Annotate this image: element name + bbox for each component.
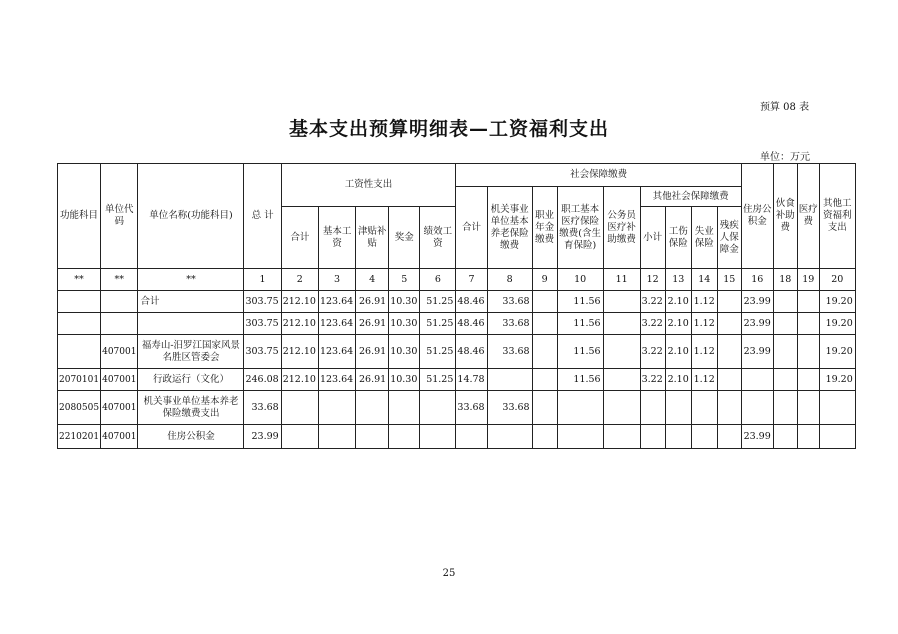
cell-value: 123.64 [318,291,355,313]
cell-value: 51.25 [420,335,456,369]
cell-value [773,335,797,369]
cell-value [389,425,420,449]
column-number-cell: 10 [557,269,603,291]
cell-value [603,313,640,335]
page-title: 基本支出预算明细表—工资福利支出 [288,118,609,140]
cell-value [603,335,640,369]
column-number-cell: ** [58,269,101,291]
cell-unit-code: 407001 [101,391,138,425]
header-unit-name: 单位名称(功能科目) [138,164,244,269]
cell-value [456,425,487,449]
cell-value: 3.22 [640,369,665,391]
column-number-cell: 19 [797,269,819,291]
header-medical: 职工基本医疗保险缴费(含生育保险) [557,187,603,269]
column-number-cell: 5 [389,269,420,291]
cell-value [741,391,773,425]
cell-value [797,313,819,335]
cell-value: 33.68 [244,391,281,425]
header-social-group: 社会保障缴费 [456,164,741,187]
cell-value: 14.78 [456,369,487,391]
cell-value: 19.20 [819,335,855,369]
cell-value [797,425,819,449]
column-number-cell: 13 [665,269,691,291]
cell-value: 11.56 [557,313,603,335]
cell-value: 48.46 [456,291,487,313]
cell-value [773,313,797,335]
header-other-social-group: 其他社会保障缴费 [640,187,741,207]
cell-value [665,391,691,425]
cell-value: 3.22 [640,291,665,313]
cell-value: 303.75 [244,313,281,335]
cell-func-subject: 2080505 [58,391,101,425]
cell-value [665,425,691,449]
cell-value [797,391,819,425]
cell-value: 3.22 [640,335,665,369]
cell-unit-name: 福寿山-汨罗江国家风景名胜区管委会 [138,335,244,369]
cell-value [603,391,640,425]
page-number: 25 [442,568,456,579]
cell-unit-code: 407001 [101,335,138,369]
column-number-cell: ** [101,269,138,291]
cell-value: 123.64 [318,335,355,369]
cell-value [640,425,665,449]
cell-value [532,291,557,313]
cell-value [717,369,741,391]
cell-value [773,391,797,425]
cell-unit-code [101,313,138,335]
cell-value: 23.99 [741,291,773,313]
cell-value [318,425,355,449]
cell-value: 51.25 [420,313,456,335]
cell-value [819,391,855,425]
cell-func-subject: 2070101 [58,369,101,391]
cell-value: 33.68 [487,335,532,369]
column-number-cell: 18 [773,269,797,291]
column-number-cell: 20 [819,269,855,291]
table-row [58,391,856,425]
cell-unit-code [101,291,138,313]
cell-value: 212.10 [281,369,318,391]
cell-value: 26.91 [356,313,389,335]
cell-value: 10.30 [389,291,420,313]
cell-unit-code: 407001 [101,425,138,449]
cell-value [318,391,355,425]
column-number-cell: 8 [487,269,532,291]
cell-unit-name: 行政运行（文化） [138,369,244,391]
header-social-subtotal: 合计 [456,187,487,269]
header-wage-group: 工资性支出 [281,164,456,207]
cell-value: 51.25 [420,369,456,391]
budget-table [57,163,856,449]
table-body [58,269,856,449]
cell-unit-name: 机关事业单位基本养老保险缴费支出 [138,391,244,425]
column-number-cell: 3 [318,269,355,291]
cell-value [420,425,456,449]
cell-value: 10.30 [389,313,420,335]
cell-unit-name: 住房公积金 [138,425,244,449]
cell-value: 1.12 [691,335,717,369]
header-other-welfare: 其他工资福利支出 [819,164,855,269]
table-row [58,335,856,369]
header-allowance: 津贴补贴 [356,207,389,269]
header-civil-medical: 公务员医疗补助缴费 [603,187,640,269]
header-performance: 绩效工资 [420,207,456,269]
cell-value: 48.46 [456,313,487,335]
cell-value: 2.10 [665,369,691,391]
cell-value: 51.25 [420,291,456,313]
column-number-cell: ** [138,269,244,291]
cell-value [532,313,557,335]
cell-value: 212.10 [281,313,318,335]
cell-func-subject [58,291,101,313]
table-row [58,291,856,313]
cell-value: 212.10 [281,335,318,369]
table-row [58,369,856,391]
cell-value [797,369,819,391]
column-number-cell: 16 [741,269,773,291]
table-row [58,313,856,335]
cell-value [717,425,741,449]
cell-value: 1.12 [691,291,717,313]
cell-value: 2.10 [665,335,691,369]
column-number-cell: 9 [532,269,557,291]
cell-unit-code: 407001 [101,369,138,391]
column-number-cell: 11 [603,269,640,291]
cell-value: 48.46 [456,335,487,369]
cell-unit-name: 合计 [138,291,244,313]
cell-value [281,425,318,449]
header-meal: 伙食补助费 [773,164,797,269]
cell-value [532,425,557,449]
cell-value [487,369,532,391]
cell-value: 2.10 [665,313,691,335]
cell-value: 33.68 [487,391,532,425]
cell-func-subject: 2210201 [58,425,101,449]
column-number-cell: 1 [244,269,281,291]
column-number-cell: 4 [356,269,389,291]
header-total: 总 计 [244,164,281,269]
cell-func-subject [58,313,101,335]
header-medical-fee: 医疗费 [797,164,819,269]
cell-value [603,425,640,449]
cell-value: 303.75 [244,335,281,369]
cell-value: 212.10 [281,291,318,313]
header-func-subject: 功能科目 [58,164,101,269]
header-pension: 机关事业单位基本养老保险缴费 [487,187,532,269]
cell-value [717,391,741,425]
form-number: 预算 08 表 [760,102,810,113]
cell-value [691,391,717,425]
cell-value: 11.56 [557,369,603,391]
header-bonus: 奖金 [389,207,420,269]
cell-value: 19.20 [819,291,855,313]
header-basic-wage: 基本工资 [318,207,355,269]
table-row [58,425,856,449]
cell-value [356,425,389,449]
cell-value: 23.99 [741,335,773,369]
header-injury: 工伤保险 [665,207,691,269]
cell-value: 19.20 [819,369,855,391]
cell-value: 23.99 [741,425,773,449]
unit-label: 单位：万元 [760,152,810,163]
cell-value [741,369,773,391]
table-header [58,164,856,269]
cell-value [773,291,797,313]
cell-value [717,291,741,313]
column-number-cell: 12 [640,269,665,291]
header-housing: 住房公积金 [741,164,773,269]
cell-value: 1.12 [691,313,717,335]
cell-value: 26.91 [356,335,389,369]
column-number-cell: 2 [281,269,318,291]
cell-value: 23.99 [741,313,773,335]
column-number-cell: 15 [717,269,741,291]
cell-value: 23.99 [244,425,281,449]
cell-value: 123.64 [318,313,355,335]
cell-value [773,369,797,391]
column-number-row [58,269,856,291]
cell-value [420,391,456,425]
cell-value: 1.12 [691,369,717,391]
column-number-cell: 7 [456,269,487,291]
header-unit-code: 单位代码 [101,164,138,269]
cell-value: 10.30 [389,369,420,391]
cell-value [717,313,741,335]
cell-value: 10.30 [389,335,420,369]
cell-value [532,335,557,369]
cell-value [557,425,603,449]
cell-value [532,369,557,391]
cell-value: 2.10 [665,291,691,313]
column-number-cell: 6 [420,269,456,291]
cell-value [532,391,557,425]
cell-value [389,391,420,425]
cell-value: 26.91 [356,369,389,391]
cell-value: 33.68 [487,291,532,313]
cell-value [281,391,318,425]
header-disability: 残疾人保障金 [717,207,741,269]
cell-value [717,335,741,369]
cell-value: 33.68 [487,313,532,335]
cell-value [797,335,819,369]
cell-value: 303.75 [244,291,281,313]
column-number-cell: 14 [691,269,717,291]
cell-value [603,369,640,391]
header-annuity: 职业年金缴费 [532,187,557,269]
cell-value: 3.22 [640,313,665,335]
header-unemployment: 失业保险 [691,207,717,269]
header-other-subtotal: 小计 [640,207,665,269]
cell-value: 26.91 [356,291,389,313]
cell-value [557,391,603,425]
cell-value [640,391,665,425]
cell-value [691,425,717,449]
cell-value: 11.56 [557,335,603,369]
cell-func-subject [58,335,101,369]
cell-value [773,425,797,449]
header-subtotal: 合计 [281,207,318,269]
cell-value [603,291,640,313]
cell-value [797,291,819,313]
cell-value: 123.64 [318,369,355,391]
cell-value: 246.08 [244,369,281,391]
cell-value [487,425,532,449]
cell-unit-name [138,313,244,335]
cell-value: 11.56 [557,291,603,313]
cell-value [819,425,855,449]
cell-value: 33.68 [456,391,487,425]
cell-value [356,391,389,425]
cell-value: 19.20 [819,313,855,335]
